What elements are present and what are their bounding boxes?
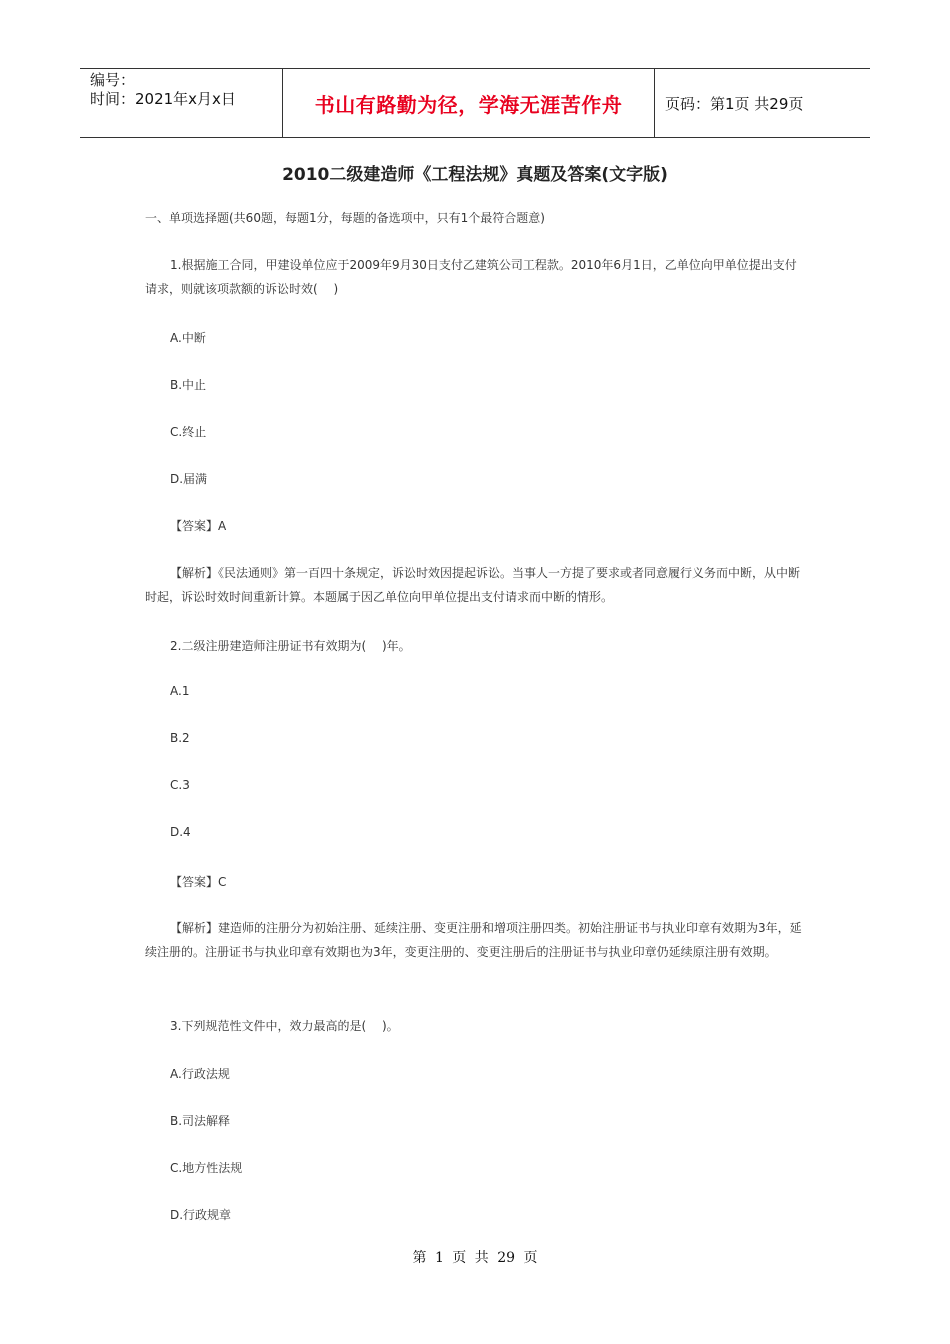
- question-2-option-d: D.4: [170, 825, 191, 839]
- page-footer: 第 1 页 共 29 页: [412, 1250, 538, 1266]
- question-3-stem: 3.下列规范性文件中，效力最高的是( )。: [170, 1019, 399, 1033]
- header-left-cell: [80, 69, 282, 137]
- question-2-option-c: C.3: [170, 778, 190, 792]
- question-1-answer: 【答案】A: [170, 519, 227, 533]
- time-label: 时间：2021年x月x日: [90, 90, 236, 108]
- header-right-cell: [655, 69, 870, 137]
- question-2-answer: 【答案】C: [170, 875, 227, 889]
- question-1-analysis: 【解析】《民法通则》第一百四十条规定，诉讼时效因提起诉讼。当事人一方提了要求或者同意履行义务而中断，从中断时起，诉讼时效时间重新计算。本题属于因乙单位向甲单位提出支付请求而中断的情形。: [145, 566, 801, 604]
- question-2-analysis: 【解析】建造师的注册分为初始注册、延续注册、变更注册和增项注册四类。初始注册证书与执业印章有效期为3年，延续注册的。注册证书与执业印章有效期也为3年，变更注册的、变更注册后的注册证书与执业印章仍延续原注册有效期。: [145, 921, 802, 959]
- page-info: 页码：第1页 共29页: [665, 94, 804, 113]
- question-1-stem: 1.根据施工合同，甲建设单位应于2009年9月30日支付乙建筑公司工程款。2010年6月1日，乙单位向甲单位提出支付请求，则就该项款额的诉讼时效( ): [145, 258, 797, 296]
- header-motto-cell: [282, 69, 655, 137]
- document-title: 2010二级建造师《工程法规》真题及答案(文字版): [282, 165, 668, 185]
- question-1-option-c: C.终止: [170, 425, 207, 439]
- question-1-option-b: B.中止: [170, 378, 207, 392]
- question-3-option-b: B.司法解释: [170, 1114, 231, 1128]
- question-3-option-a: A.行政法规: [170, 1067, 230, 1081]
- number-label: 编号：: [90, 71, 136, 89]
- question-1-option-d: D.届满: [170, 472, 208, 486]
- question-2-option-a: A.1: [170, 684, 190, 698]
- section-heading: 一、单项选择题(共60题，每题1分，每题的备选项中，只有1个最符合题意): [145, 211, 545, 225]
- question-2-stem: 2.二级注册建造师注册证书有效期为( )年。: [170, 639, 411, 653]
- question-3-option-d: D.行政规章: [170, 1208, 232, 1222]
- motto: 书山有路勤为径，学海无涯苦作舟: [314, 92, 623, 117]
- question-2-option-b: B.2: [170, 731, 190, 745]
- question-1-option-a: A.中断: [170, 331, 206, 345]
- question-3-option-c: C.地方性法规: [170, 1161, 243, 1175]
- header-table: [80, 68, 870, 138]
